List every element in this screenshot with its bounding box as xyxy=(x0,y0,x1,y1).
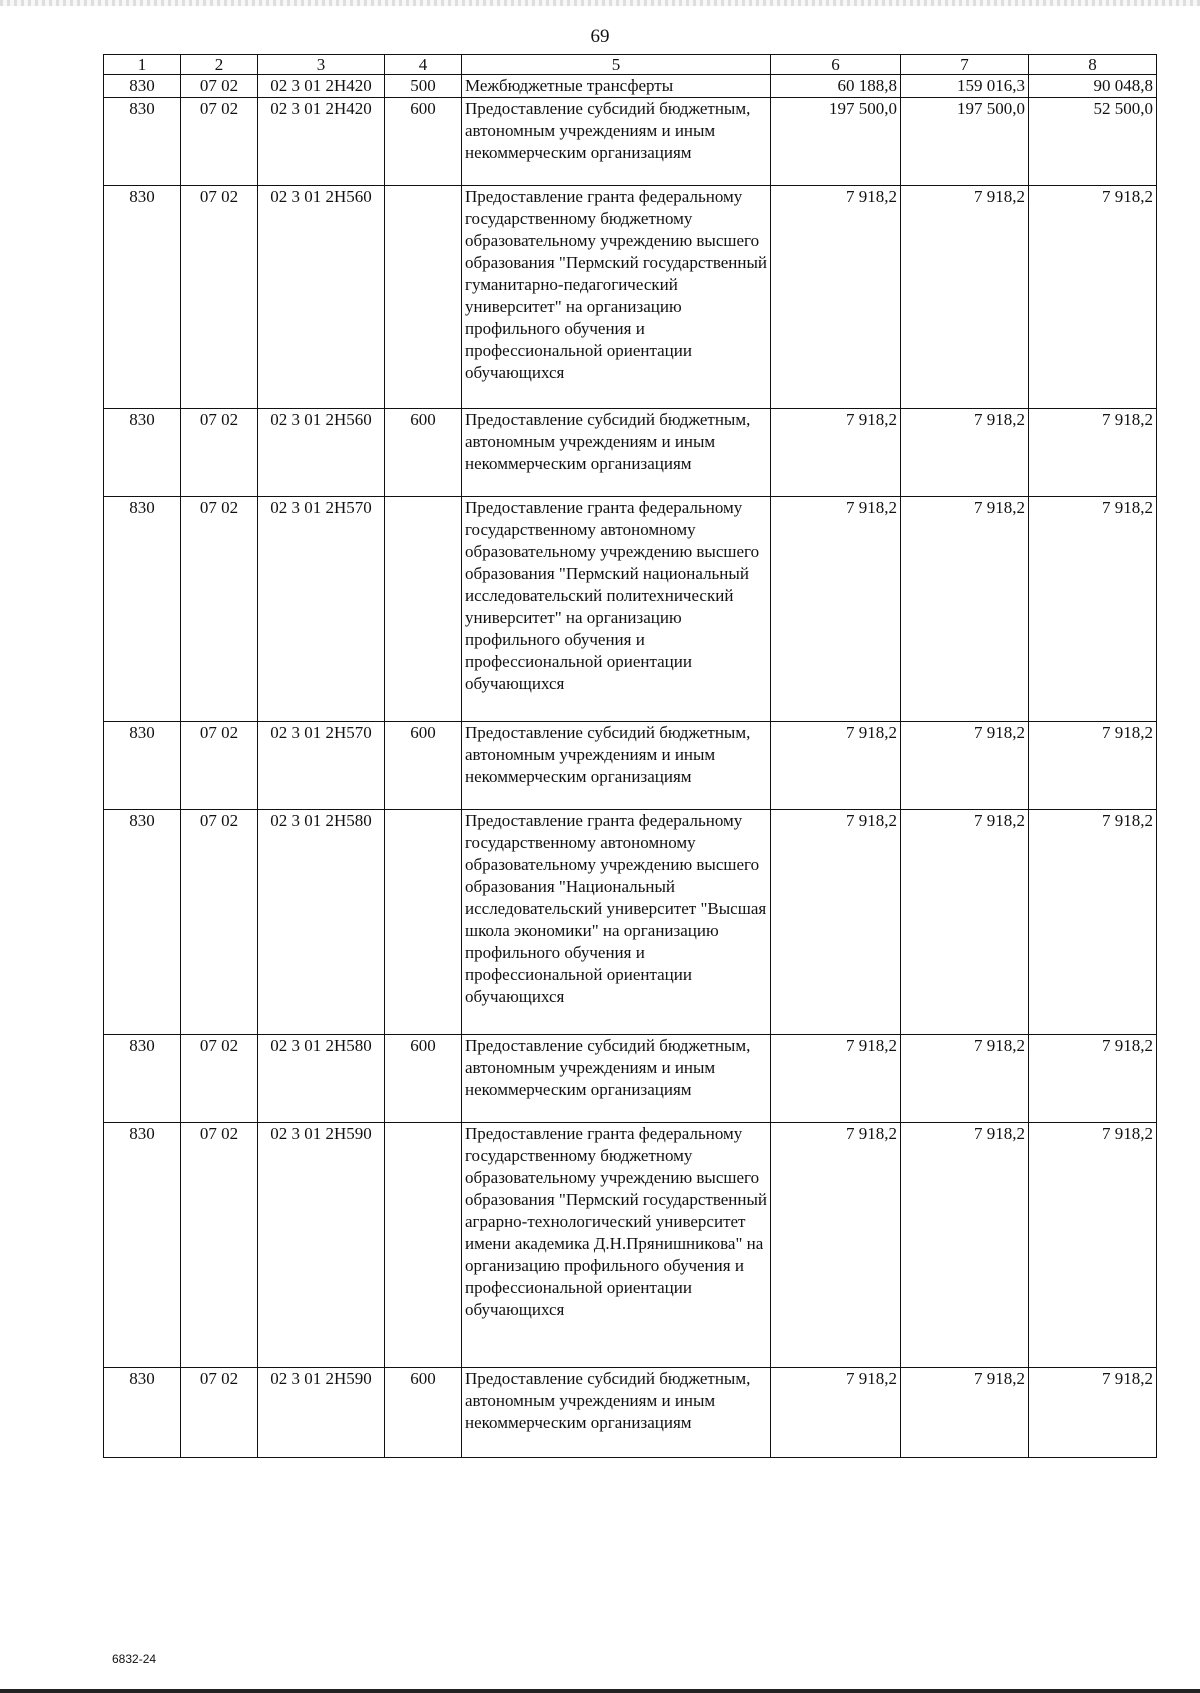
cell-section: 07 02 xyxy=(181,722,258,810)
cell-amount-7: 7 918,2 xyxy=(901,186,1029,409)
cell-target-article: 02 3 01 2Н580 xyxy=(258,810,385,1035)
cell-section: 07 02 xyxy=(181,1123,258,1368)
header-row xyxy=(104,55,1157,75)
cell-amount-6: 7 918,2 xyxy=(771,1035,901,1123)
col-header-1: 1 xyxy=(104,55,181,75)
cell-expense-type xyxy=(385,810,462,1035)
table-row xyxy=(104,1123,1157,1368)
cell-expense-type: 600 xyxy=(385,409,462,497)
cell-description: Предоставление субсидий бюджетным, автономным учреждениям и иным некоммерческим организациям xyxy=(462,722,771,810)
col-header-6: 6 xyxy=(771,55,901,75)
cell-amount-6: 7 918,2 xyxy=(771,409,901,497)
cell-target-article: 02 3 01 2Н580 xyxy=(258,1035,385,1123)
cell-amount-7: 7 918,2 xyxy=(901,1123,1029,1368)
table-row xyxy=(104,98,1157,186)
cell-amount-7: 7 918,2 xyxy=(901,497,1029,722)
col-header-8: 8 xyxy=(1029,55,1157,75)
cell-amount-7: 7 918,2 xyxy=(901,1368,1029,1458)
cell-target-article: 02 3 01 2Н590 xyxy=(258,1368,385,1458)
table-row xyxy=(104,409,1157,497)
cell-amount-7: 159 016,3 xyxy=(901,75,1029,98)
document-code: 6832-24 xyxy=(112,1652,157,1666)
col-header-4: 4 xyxy=(385,55,462,75)
cell-target-article: 02 3 01 2Н560 xyxy=(258,409,385,497)
cell-amount-7: 7 918,2 xyxy=(901,722,1029,810)
cell-ministry: 830 xyxy=(104,1035,181,1123)
col-header-3: 3 xyxy=(258,55,385,75)
cell-section: 07 02 xyxy=(181,186,258,409)
cell-section: 07 02 xyxy=(181,409,258,497)
cell-amount-8: 7 918,2 xyxy=(1029,497,1157,722)
cell-ministry: 830 xyxy=(104,186,181,409)
cell-amount-7: 7 918,2 xyxy=(901,1035,1029,1123)
cell-section: 07 02 xyxy=(181,497,258,722)
cell-amount-6: 7 918,2 xyxy=(771,186,901,409)
cell-description: Предоставление субсидий бюджетным, автономным учреждениям и иным некоммерческим организациям xyxy=(462,98,771,186)
cell-description: Предоставление субсидий бюджетным, автономным учреждениям и иным некоммерческим организациям xyxy=(462,409,771,497)
cell-section: 07 02 xyxy=(181,810,258,1035)
cell-amount-8: 90 048,8 xyxy=(1029,75,1157,98)
cell-amount-6: 7 918,2 xyxy=(771,722,901,810)
cell-target-article: 02 3 01 2Н570 xyxy=(258,497,385,722)
cell-expense-type: 600 xyxy=(385,1368,462,1458)
cell-amount-7: 7 918,2 xyxy=(901,409,1029,497)
cell-ministry: 830 xyxy=(104,810,181,1035)
cell-expense-type: 600 xyxy=(385,722,462,810)
table-row xyxy=(104,1368,1157,1458)
cell-expense-type xyxy=(385,1123,462,1368)
table-row xyxy=(104,497,1157,722)
cell-description: Предоставление субсидий бюджетным, автономным учреждениям и иным некоммерческим организациям xyxy=(462,1035,771,1123)
cell-ministry: 830 xyxy=(104,75,181,98)
cell-target-article: 02 3 01 2Н570 xyxy=(258,722,385,810)
cell-target-article: 02 3 01 2Н560 xyxy=(258,186,385,409)
cell-amount-8: 7 918,2 xyxy=(1029,409,1157,497)
cell-section: 07 02 xyxy=(181,75,258,98)
scan-bottom-edge xyxy=(0,1689,1200,1693)
cell-description: Межбюджетные трансферты xyxy=(462,75,771,98)
cell-amount-8: 7 918,2 xyxy=(1029,1035,1157,1123)
cell-expense-type: 600 xyxy=(385,1035,462,1123)
cell-amount-7: 7 918,2 xyxy=(901,810,1029,1035)
cell-ministry: 830 xyxy=(104,409,181,497)
table-row xyxy=(104,75,1157,98)
cell-amount-8: 7 918,2 xyxy=(1029,722,1157,810)
budget-table xyxy=(103,54,1157,1458)
cell-target-article: 02 3 01 2Н420 xyxy=(258,75,385,98)
cell-section: 07 02 xyxy=(181,1035,258,1123)
cell-description: Предоставление гранта федеральному государственному бюджетному образовательному учреждению высшего образования "Пермский государственный аграрно-технологический университет имени академика Д.Н.Прянишникова" на организацию профильного обучения и профессиональной ориентации обучающихся xyxy=(462,1123,771,1368)
cell-amount-6: 7 918,2 xyxy=(771,1123,901,1368)
cell-amount-6: 7 918,2 xyxy=(771,810,901,1035)
cell-amount-6: 60 188,8 xyxy=(771,75,901,98)
cell-amount-8: 52 500,0 xyxy=(1029,98,1157,186)
cell-ministry: 830 xyxy=(104,497,181,722)
cell-ministry: 830 xyxy=(104,1123,181,1368)
cell-expense-type: 600 xyxy=(385,98,462,186)
page-number: 69 xyxy=(590,26,610,47)
cell-amount-8: 7 918,2 xyxy=(1029,186,1157,409)
scan-edge-noise xyxy=(0,0,1200,6)
cell-amount-8: 7 918,2 xyxy=(1029,810,1157,1035)
cell-description: Предоставление гранта федеральному государственному автономному образовательному учреждению высшего образования "Национальный исследовательский университет "Высшая школа экономики" на организацию профильного обучения и профессиональной ориентации обучающихся xyxy=(462,810,771,1035)
cell-amount-8: 7 918,2 xyxy=(1029,1123,1157,1368)
cell-amount-7: 197 500,0 xyxy=(901,98,1029,186)
cell-ministry: 830 xyxy=(104,1368,181,1458)
table-row xyxy=(104,186,1157,409)
cell-amount-6: 197 500,0 xyxy=(771,98,901,186)
cell-ministry: 830 xyxy=(104,722,181,810)
cell-description: Предоставление гранта федеральному государственному автономному образовательному учреждению высшего образования "Пермский национальный исследовательский политехнический университет" на организацию профильного обучения и профессиональной ориентации обучающихся xyxy=(462,497,771,722)
col-header-2: 2 xyxy=(181,55,258,75)
cell-expense-type xyxy=(385,186,462,409)
cell-description: Предоставление гранта федеральному государственному бюджетному образовательному учреждению высшего образования "Пермский государственный гуманитарно-педагогический университет" на организацию профильного обучения и профессиональной ориентации обучающихся xyxy=(462,186,771,409)
cell-section: 07 02 xyxy=(181,1368,258,1458)
cell-section: 07 02 xyxy=(181,98,258,186)
cell-expense-type xyxy=(385,497,462,722)
cell-amount-6: 7 918,2 xyxy=(771,1368,901,1458)
table-row xyxy=(104,810,1157,1035)
cell-ministry: 830 xyxy=(104,98,181,186)
col-header-7: 7 xyxy=(901,55,1029,75)
cell-target-article: 02 3 01 2Н420 xyxy=(258,98,385,186)
cell-description: Предоставление субсидий бюджетным, автономным учреждениям и иным некоммерческим организациям xyxy=(462,1368,771,1458)
table-row xyxy=(104,1035,1157,1123)
cell-amount-6: 7 918,2 xyxy=(771,497,901,722)
cell-amount-8: 7 918,2 xyxy=(1029,1368,1157,1458)
table-row xyxy=(104,722,1157,810)
cell-target-article: 02 3 01 2Н590 xyxy=(258,1123,385,1368)
col-header-5: 5 xyxy=(462,55,771,75)
cell-expense-type: 500 xyxy=(385,75,462,98)
